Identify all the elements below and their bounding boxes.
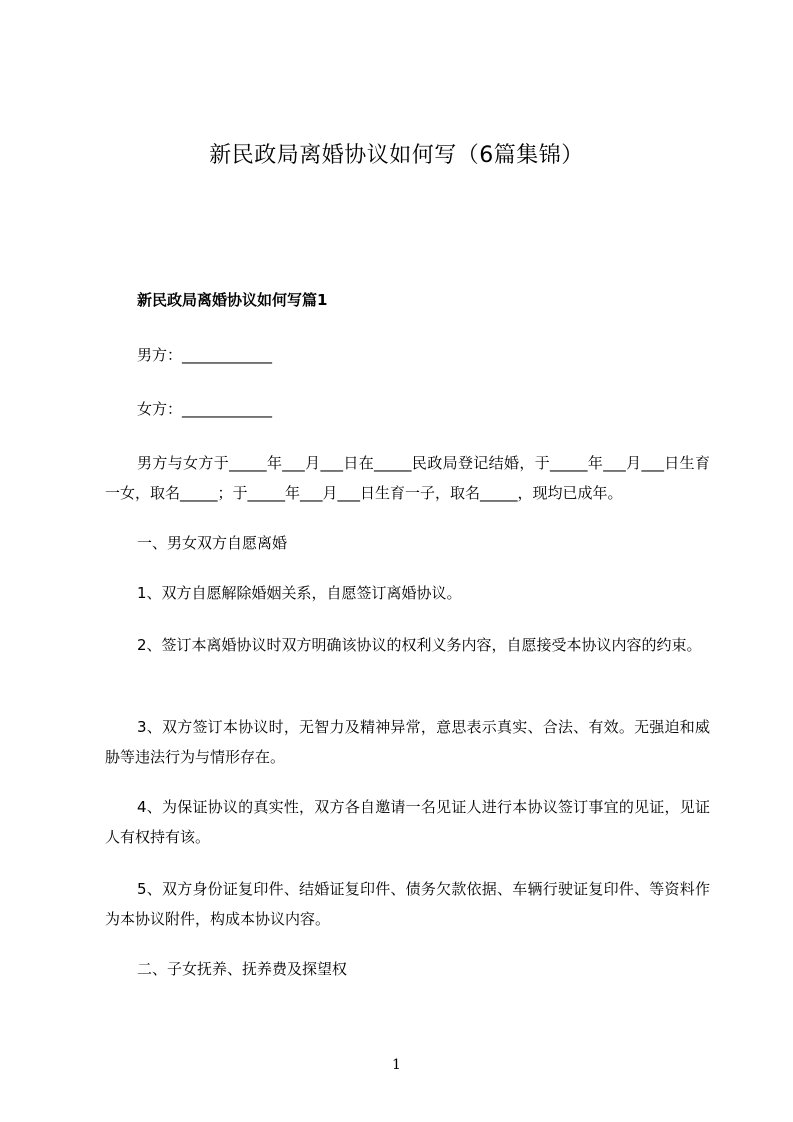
clause-5: 5、双方身份证复印件、结婚证复印件、债务欠款依据、车辆行驶证复印件、等资料作为本协议附件，构成本协议内容。 [105,880,710,928]
clause-3: 3、双方签订本协议时，无智力及精神异常，意思表示真实、合法、有效。无强迫和威胁等违法行为与情形存在。 [105,718,710,766]
female-party-line: 女方：____________ [137,400,273,418]
document-title: 新民政局离婚协议如何写（6篇集锦） [209,143,584,168]
part-one-heading: 一、男女双方自愿离婚 [137,534,288,552]
section-heading: 新民政局离婚协议如何写篇1 [137,291,328,309]
intro-paragraph: 男方与女方于_____年___月___日在_____民政局登记结婚，于_____年___月___日生育一女，取名_____；于_____年___月___日生育一子，取名_____，现均已成年。 [105,454,710,502]
clause-4: 4、为保证协议的真实性，双方各自邀请一名见证人进行本协议签订事宜的见证，见证人有权持有该。 [105,798,710,846]
page-number: 1 [392,1057,401,1073]
clause-1: 1、双方自愿解除婚姻关系，自愿签订离婚协议。 [137,584,462,602]
clause-2: 2、签订本离婚协议时双方明确该协议的权利义务内容，自愿接受本协议内容的约束。 [137,636,702,654]
male-party-line: 男方：____________ [137,346,273,364]
part-two-heading: 二、子女抚养、抚养费及探望权 [137,960,348,978]
